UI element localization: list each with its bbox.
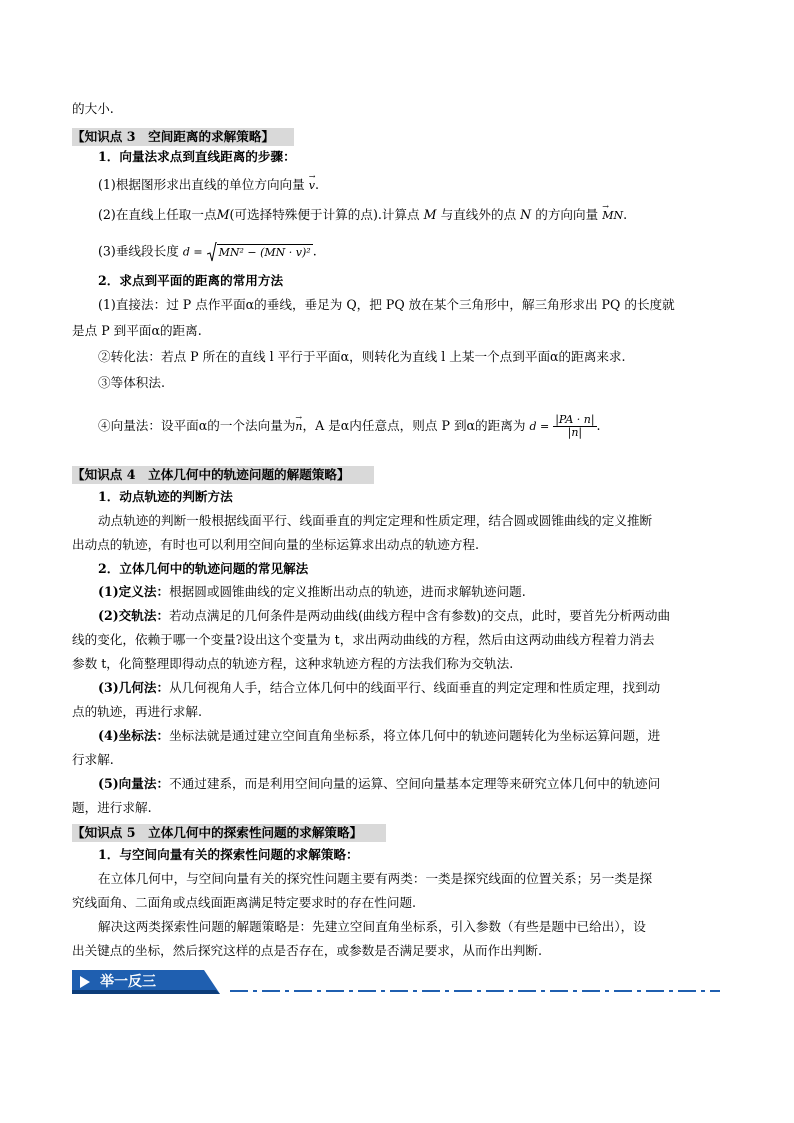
sec4-heading-1: 1．动点轨迹的判断方法 — [98, 489, 233, 504]
continuation-text: 的大小. — [72, 101, 114, 116]
method-3-label: (3)几何法： — [98, 680, 170, 695]
sec3-heading-1: 1．向量法求点到直线距离的步骤： — [98, 149, 296, 164]
distance-fraction — [553, 414, 596, 439]
sec3-para-4: ④向量法：设平面α的一个法向量为→ n，A 是α内任意点，则点 P 到α的距离为 d = $\frac{|PA \cdot n|}{|n|}$ . — [98, 414, 601, 439]
sec3-step-2: (2)在直线上任取一点M(可选择特殊便于计算的点).计算点 M 与直线外的点 N 的方向向量 → MN. — [98, 206, 627, 225]
radical-sign-icon — [207, 242, 217, 262]
fraction-numerator: |PA · n| — [555, 413, 595, 426]
sec4-method-4a — [98, 727, 660, 745]
method-2-label: (2)交轨法： — [98, 608, 170, 623]
method-4-text-a: 坐标法就是通过建立空间直角坐标系，将立体几何中的轨迹问题转化为坐标运算问题，进 — [169, 728, 661, 743]
sec4-method-4b: 行求解. — [72, 752, 114, 767]
sec3-para-4-a: ④向量法：设平面α的一个法向量为 — [98, 418, 296, 433]
sec4-method-3b: 点的轨迹，再进行求解. — [72, 704, 202, 719]
sec4-method-2a — [98, 607, 670, 625]
sec3-heading-2: 2．求点到平面的距离的常用方法 — [98, 273, 284, 288]
sec3-para-3: ③等体积法. — [98, 375, 165, 390]
sec3-step-1-text: (1)根据图形求出直线的单位方向向量 — [98, 177, 305, 192]
sec4-text-1a: 动点轨迹的判断一般根据线面平行、线面垂直的判定定理和性质定理，结合圆或圆锥曲线的定义推断 — [98, 513, 653, 528]
sec5-heading-1: 1．与空间向量有关的探索性问题的求解策略： — [98, 847, 359, 862]
sec4-method-2c: 参数 t，化简整理即得动点的轨迹方程，这种求轨迹方程的方法我们称为交轨法. — [72, 656, 514, 671]
sqrt-formula — [207, 242, 313, 262]
point-n: N — [520, 207, 532, 222]
sec3-step-2-d: 的方向向量 — [535, 207, 599, 222]
method-5-text-a: 不通过建系，而是利用空间向量的运算、空间向量基本定理等来研究立体几何中的轨迹问 — [169, 776, 661, 791]
practice-banner — [72, 970, 220, 994]
sec4-method-1 — [98, 583, 526, 601]
point-m-2: M — [423, 207, 437, 222]
method-5-label: (5)向量法： — [98, 776, 170, 791]
method-3-text-a: 从几何视角人手，结合立体几何中的线面平行、线面垂直的判定定理和性质定理，找到动 — [169, 680, 661, 695]
sec3-step-1: (1)根据图形求出直线的单位方向向量 → v. — [98, 176, 319, 195]
sec3-para-1a: (1)直接法：过 P 点作平面α的垂线，垂足为 Q，把 PQ 放在某个三角形中，解三角形求出 PQ 的长度就 — [98, 297, 675, 312]
sec4-method-5a — [98, 775, 660, 793]
vector-v: → v — [309, 177, 315, 195]
vector-n: → n — [295, 418, 302, 436]
sec4-method-3a — [98, 679, 660, 697]
point-m: M — [216, 207, 230, 222]
sec5-text-2a: 解决这两类探索性问题的解题策略是：先建立空间直角坐标系，引入参数（有些是题中已给出），设 — [98, 919, 646, 934]
distance-formula-lhs: d = — [529, 420, 550, 433]
fraction-denominator: |n| — [567, 426, 583, 439]
section-3-header: 【知识点 3 空间距离的求解策略】 — [72, 128, 294, 146]
sec4-method-5b: 题，进行求解. — [72, 800, 152, 815]
sec5-text-2b: 出关键点的坐标，然后探究这样的点是否存在，或参数是否满足要求，从而作出判断. — [72, 943, 542, 958]
method-1-label: (1)定义法： — [98, 584, 170, 599]
sec5-text-1b: 究线面角、二面角或点线面距离满足特定要求时的存在性问题. — [72, 895, 417, 910]
sec4-method-2b: 线的变化，依赖于哪一个变量?设出这个变量为 t，求出两动曲线的方程，然后由这两动曲线方程着力消去 — [72, 632, 655, 647]
method-4-label: (4)坐标法： — [98, 728, 170, 743]
section-4-header: 【知识点 4 立体几何中的轨迹问题的解题策略】 — [72, 466, 374, 484]
sec5-text-1a: 在立体几何中，与空间向量有关的探究性问题主要有两类：一类是探究线面的位置关系；另一类是探 — [98, 871, 653, 886]
vector-mn: → MN — [602, 207, 623, 225]
sec4-text-1b: 出动点的轨迹，有时也可以利用空间向量的坐标运算求出动点的轨迹方程. — [72, 537, 480, 552]
formula-body: MN² − (MN · v)² — [218, 245, 311, 259]
sec3-step-2-a: (2)在直线上任取一点 — [98, 207, 217, 222]
sec3-step-3: (3)垂线段长度 d = MN² − (MN · v)² . — [98, 242, 317, 262]
sec3-step-2-c: 与直线外的点 — [440, 207, 517, 222]
sec3-para-4-b: ，A 是α内任意点，则点 P 到α的距离为 — [302, 418, 526, 433]
method-1-text: 根据圆或圆锥曲线的定义推断出动点的轨迹，进而求解轨迹问题. — [169, 584, 526, 599]
sec3-para-2: ②转化法：若点 P 所在的直线 l 平行于平面α，则转化为直线 l 上某一个点到平面α的距离来求. — [98, 349, 626, 364]
method-2-text-a: 若动点满足的几何条件是两动曲线(曲线方程中含有参数)的交点，此时，要首先分析两动曲 — [169, 608, 671, 623]
sec3-para-1b: 是点 P 到平面α的距离. — [72, 323, 202, 338]
section-5-header: 【知识点 5 立体几何中的探索性问题的求解策略】 — [72, 824, 386, 842]
sec3-step-2-b: (可选择特殊便于计算的点).计算点 — [229, 207, 420, 222]
sec3-step-3-text: (3)垂线段长度 — [98, 243, 179, 259]
sec4-heading-2: 2．立体几何中的轨迹问题的常见解法 — [98, 561, 309, 576]
formula-lhs: d = — [182, 245, 203, 259]
banner-dash-line — [230, 990, 720, 992]
banner-label: 举一反三 — [100, 974, 156, 990]
